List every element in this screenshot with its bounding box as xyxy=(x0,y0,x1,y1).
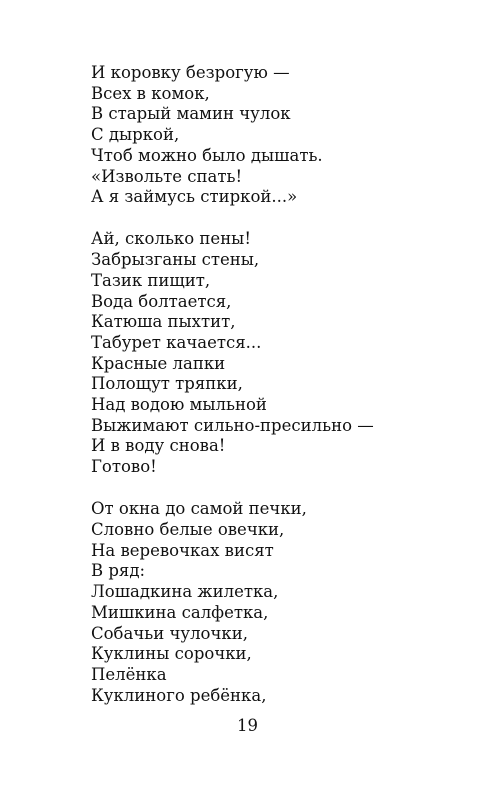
poem-line: Мишкина салфетка, xyxy=(91,602,269,622)
poem-line: Полощут тряпки, xyxy=(91,374,243,394)
poem-line: С дыркой, xyxy=(91,125,180,145)
poem-line: От окна до самой печки, xyxy=(91,499,307,519)
poem-line: Словно белые овечки, xyxy=(91,520,285,540)
poem-line: Чтоб можно было дышать. xyxy=(91,145,323,165)
poem-line: Лошадкина жилетка, xyxy=(91,582,279,602)
poem-line: В старый мамин чулок xyxy=(91,104,291,124)
poem-line: В ряд: xyxy=(91,561,146,581)
poem-line: Всех в комок, xyxy=(91,83,210,103)
poem-line: Вода болтается, xyxy=(91,291,232,311)
poem-line: «Извольте спать! xyxy=(91,166,243,186)
poem-line: Куклины сорочки, xyxy=(91,644,252,664)
poem-line: Красные лапки xyxy=(91,353,226,373)
poem-line: Ай, сколько пены! xyxy=(91,229,251,249)
poem-line: Табурет качается... xyxy=(91,332,262,352)
poem-line: Выжимают сильно-пресильно — xyxy=(91,415,374,435)
poem-line: Над водою мыльной xyxy=(91,395,267,415)
poem-line: А я займусь стиркой...» xyxy=(91,187,298,207)
poem-line: Готово! xyxy=(91,457,157,477)
stanza-3 xyxy=(91,499,486,706)
page-number: 19 xyxy=(237,716,258,735)
poem-line: Забрызганы стены, xyxy=(91,250,260,270)
poem-line: На веревочках висят xyxy=(91,540,274,560)
poem-line: Куклиного ребёнка, xyxy=(91,685,267,705)
poem-text xyxy=(91,63,486,728)
poem-line: И в воду снова! xyxy=(91,436,226,456)
poem-line: Пелёнка xyxy=(91,664,167,684)
poem-line: Собачьи чулочки, xyxy=(91,623,248,643)
poem-line: Катюша пыхтит, xyxy=(91,312,236,332)
poem-line: И коровку безрогую — xyxy=(91,63,290,82)
poem-line: Тазик пищит, xyxy=(91,270,211,290)
stanza-1 xyxy=(91,63,486,208)
stanza-2 xyxy=(91,229,486,477)
